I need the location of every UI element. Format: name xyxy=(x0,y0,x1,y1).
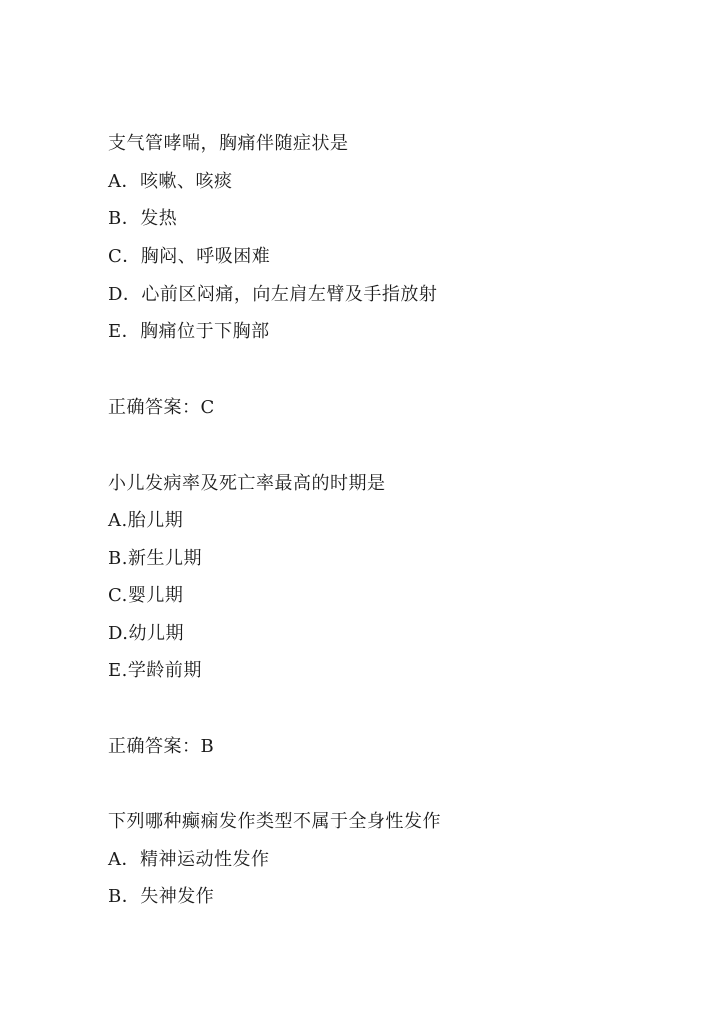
question-3-option-a: A．精神运动性发作 xyxy=(108,849,270,870)
question-2-option-e: E.学龄前期 xyxy=(108,660,202,681)
question-2-stem: 小儿发病率及死亡率最高的时期是 xyxy=(108,473,386,494)
question-1-option-a: A．咳嗽、咳痰 xyxy=(108,171,233,192)
question-2-answer: 正确答案：B xyxy=(108,736,215,757)
question-2-option-a: A.胎儿期 xyxy=(108,510,184,531)
question-1-option-e: E．胸痛位于下胸部 xyxy=(108,321,270,342)
question-2-option-b: B.新生儿期 xyxy=(108,548,202,569)
question-3-option-b: B．失神发作 xyxy=(108,886,215,907)
question-3-stem: 下列哪种癫痫发作类型不属于全身性发作 xyxy=(108,811,441,832)
question-1-option-c: C．胸闷、呼吸困难 xyxy=(108,246,271,267)
question-1-option-d: D．心前区闷痛，向左肩左臂及手指放射 xyxy=(108,284,438,305)
question-2-option-d: D.幼儿期 xyxy=(108,623,185,644)
question-1-answer: 正确答案：C xyxy=(108,397,215,418)
question-1-option-b: B．发热 xyxy=(108,208,178,229)
question-2-option-c: C.婴儿期 xyxy=(108,585,184,606)
question-1-stem: 支气管哮喘，胸痛伴随症状是 xyxy=(108,133,349,154)
